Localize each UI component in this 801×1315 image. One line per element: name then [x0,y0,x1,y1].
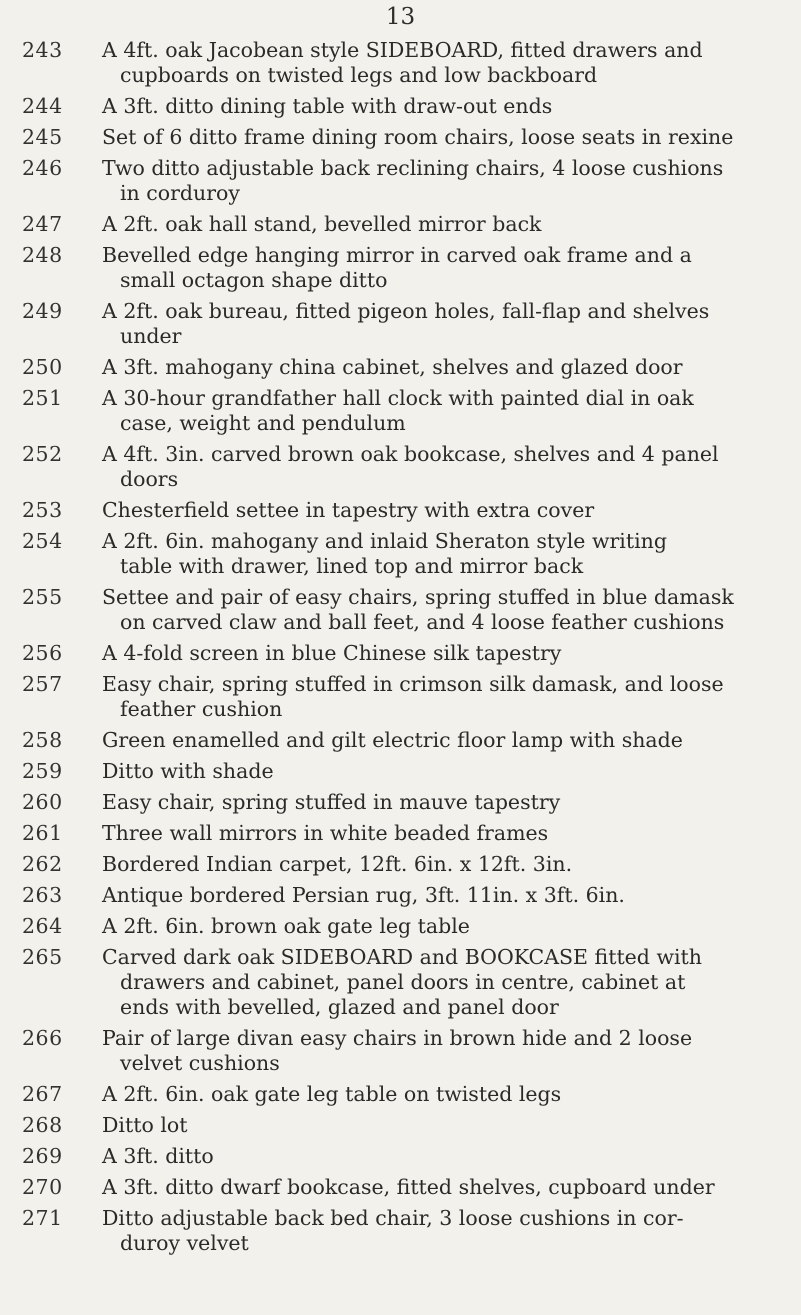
lot-description-line: A 30-hour grandfather hall clock with painted dial in oak [102,386,694,410]
lot-entry [0,790,801,815]
lot-number: 258 [22,728,63,752]
lot-entry [0,94,801,119]
lot-entry [0,1026,801,1076]
lot-number: 259 [22,759,63,783]
lot-description [102,945,777,1020]
lot-description-line: Two ditto adjustable back reclining chairs, 4 loose cushions [102,156,724,180]
lot-entry [0,672,801,722]
lot-description [102,1175,777,1200]
lot-description-line: cupboards on twisted legs and low backboard [120,63,598,87]
lot-description-line: A 4ft. oak Jacobean style SIDEBOARD, fitted drawers and [102,38,703,62]
lot-description-line: Ditto adjustable back bed chair, 3 loose cushions in cor- [102,1206,684,1230]
lot-description [102,94,777,119]
lot-description-line: A 2ft. oak bureau, fitted pigeon holes, fall-flap and shelves [102,299,710,323]
lot-entry [0,914,801,939]
lot-entry [0,498,801,523]
page-number: 13 [385,4,416,30]
lot-entry [0,355,801,380]
lot-description-line: A 3ft. ditto dwarf bookcase, fitted shelves, cupboard under [102,1175,715,1199]
lot-entry [0,1144,801,1169]
lot-entry [0,1175,801,1200]
lot-number: 261 [22,821,63,845]
lot-number: 255 [22,585,63,609]
lot-number: 249 [22,299,63,323]
lot-description [102,38,777,88]
lot-description-line: Ditto lot [102,1113,188,1137]
lot-description-line: in corduroy [120,181,240,205]
lot-entry [0,529,801,579]
lot-entry [0,1113,801,1138]
lot-list [0,38,801,1262]
lot-description-line: Carved dark oak SIDEBOARD and BOOKCASE fitted with [102,945,702,969]
lot-description [102,1026,777,1076]
lot-description [102,1206,777,1256]
lot-description-line: ends with bevelled, glazed and panel door [120,995,559,1019]
lot-description-line: A 2ft. 6in. brown oak gate leg table [102,914,470,938]
lot-description-line: Set of 6 ditto frame dining room chairs, loose seats in rexine [102,125,734,149]
lot-description-line: under [120,324,182,348]
lot-entry [0,125,801,150]
lot-description-line: Bordered Indian carpet, 12ft. 6in. x 12ft. 3in. [102,852,573,876]
lot-number: 245 [22,125,63,149]
lot-description-line: case, weight and pendulum [120,411,406,435]
lot-description-line: Easy chair, spring stuffed in mauve tapestry [102,790,561,814]
lot-description [102,299,777,349]
lot-description [102,585,777,635]
lot-description-line: Easy chair, spring stuffed in crimson silk damask, and loose [102,672,724,696]
lot-description [102,442,777,492]
lot-entry [0,212,801,237]
lot-description [102,1113,777,1138]
lot-description-line: drawers and cabinet, panel doors in centre, cabinet at [120,970,686,994]
lot-description [102,883,777,908]
lot-entry [0,945,801,1020]
lot-entry [0,759,801,784]
lot-description-line: Bevelled edge hanging mirror in carved oak frame and a [102,243,692,267]
lot-entry [0,883,801,908]
lot-description [102,355,777,380]
lot-number: 263 [22,883,63,907]
lot-number: 252 [22,442,63,466]
lot-description-line: velvet cushions [120,1051,280,1075]
lot-description-line: A 3ft. ditto dining table with draw-out ends [102,94,553,118]
lot-description [102,790,777,815]
lot-entry [0,156,801,206]
lot-entry [0,1082,801,1107]
lot-entry [0,1206,801,1256]
lot-number: 250 [22,355,63,379]
lot-description [102,156,777,206]
lot-number: 243 [22,38,63,62]
lot-description [102,672,777,722]
lot-description-line: Three wall mirrors in white beaded frames [102,821,549,845]
lot-number: 265 [22,945,63,969]
lot-description-line: small octagon shape ditto [120,268,388,292]
lot-description-line: Ditto with shade [102,759,274,783]
lot-description [102,125,777,150]
lot-description-line: Pair of large divan easy chairs in brown hide and 2 loose [102,1026,693,1050]
lot-description-line: Settee and pair of easy chairs, spring stuffed in blue damask [102,585,734,609]
lot-description [102,1082,777,1107]
lot-description-line: table with drawer, lined top and mirror back [120,554,584,578]
lot-entry [0,243,801,293]
lot-entry [0,442,801,492]
lot-entry [0,821,801,846]
lot-entry [0,38,801,88]
lot-description-line: on carved claw and ball feet, and 4 loose feather cushions [120,610,725,634]
lot-number: 264 [22,914,63,938]
lot-description [102,1144,777,1169]
lot-number: 254 [22,529,63,553]
lot-description [102,759,777,784]
lot-number: 256 [22,641,63,665]
lot-number: 268 [22,1113,63,1137]
lot-description-line: Antique bordered Persian rug, 3ft. 11in. x 3ft. 6in. [102,883,625,907]
lot-number: 271 [22,1206,63,1230]
lot-description-line: A 2ft. 6in. oak gate leg table on twisted legs [102,1082,562,1106]
lot-description-line: feather cushion [120,697,283,721]
lot-entry [0,728,801,753]
lot-description [102,821,777,846]
lot-number: 251 [22,386,63,410]
lot-description [102,852,777,877]
lot-description [102,386,777,436]
lot-number: 262 [22,852,63,876]
lot-description-line: doors [120,467,179,491]
lot-description-line: Chesterfield settee in tapestry with extra cover [102,498,595,522]
lot-description-line: A 3ft. ditto [102,1144,214,1168]
lot-number: 266 [22,1026,63,1050]
lot-number: 267 [22,1082,63,1106]
lot-number: 248 [22,243,63,267]
lot-description-line: A 2ft. oak hall stand, bevelled mirror back [102,212,542,236]
lot-description-line: A 2ft. 6in. mahogany and inlaid Sheraton style writing [102,529,667,553]
lot-number: 244 [22,94,63,118]
lot-entry [0,299,801,349]
lot-entry [0,852,801,877]
lot-description-line: A 4-fold screen in blue Chinese silk tapestry [102,641,562,665]
lot-description [102,498,777,523]
lot-number: 260 [22,790,63,814]
lot-entry [0,585,801,635]
lot-number: 246 [22,156,63,180]
lot-description-line: A 4ft. 3in. carved brown oak bookcase, shelves and 4 panel [102,442,719,466]
lot-number: 247 [22,212,63,236]
lot-description [102,243,777,293]
lot-description [102,212,777,237]
lot-number: 253 [22,498,63,522]
lot-description [102,914,777,939]
lot-number: 257 [22,672,63,696]
lot-entry [0,386,801,436]
lot-number: 269 [22,1144,63,1168]
lot-entry [0,641,801,666]
lot-description-line: duroy velvet [120,1231,249,1255]
lot-description-line: A 3ft. mahogany china cabinet, shelves and glazed door [102,355,683,379]
lot-description [102,529,777,579]
lot-number: 270 [22,1175,63,1199]
lot-description-line: Green enamelled and gilt electric floor lamp with shade [102,728,683,752]
lot-description [102,728,777,753]
lot-description [102,641,777,666]
